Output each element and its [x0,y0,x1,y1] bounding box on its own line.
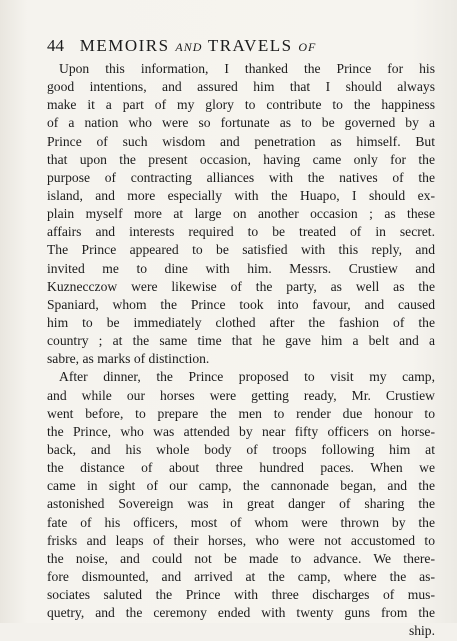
text-line: invited me to dine with him. Messrs. Crustiew and [47,260,435,276]
text-line: Prince of such wisdom and penetration as himself. But [47,133,435,149]
header-title-and: AND [175,40,203,54]
text-line: quetry, and the ceremony ended with twenty guns from the [47,605,435,621]
text-line: of a nation who were so fortunate as to be governed by a [47,115,435,131]
header-title-of: OF [298,40,317,54]
text-line: went before, to prepare the men to render due honour to [47,405,435,421]
text-line: sociates saluted the Prince with three discharges of mus- [47,587,435,603]
text-line: fore dismounted, and arrived at the camp, where the as- [47,568,435,584]
body-text [47,60,435,641]
text-line: country ; at the same time that he gave him a belt and a [47,333,435,349]
text-line: Spaniard, whom the Prince took into favour, and caused [47,296,435,312]
text-line: frisks and leaps of their horses, who were not accustomed to [47,532,435,548]
text-line: Upon this information, I thanked the Prince for his [59,61,435,76]
text-line: affairs and interests required to be treated of in secret. [47,224,435,240]
text-line: plain myself more at large on another occasion ; as these [47,206,435,222]
text-line: and while our horses were getting ready, Mr. Crustiew [47,387,435,403]
text-line: make it a part of my glory to contribute to the happiness [47,97,435,113]
header-title-memoirs: MEMOIRS [79,36,170,55]
page-number: 44 [47,36,64,55]
text-line: back, and his whole body of troops following him at [47,441,435,457]
text-line: him to be immediately clothed after the fashion of the [47,314,435,330]
text-line: good intentions, and assured him that I should always [47,79,435,95]
text-line: the Prince, who was attended by near fifty officers on horse- [47,423,435,439]
text-line: came in sight of our camp, the cannonade began, and the [47,478,435,494]
text-line: fate of his officers, most of whom were thrown by the [47,514,435,530]
text-line: Kuznecczow were likewise of the party, as well as the [47,278,435,294]
text-line: the distance of about three hundred paces. When we [47,460,435,476]
text-line: the noise, and could not be made to advance. We there- [47,550,435,566]
text-line: After dinner, the Prince proposed to visit my camp, [59,369,435,385]
text-line: ship. [408,623,435,639]
text-line: The Prince appeared to be satisfied with this reply, and [47,242,435,258]
text-line: purpose of contracting alliances with the natives of the [47,169,435,185]
text-line: that upon the present occasion, having came only for the [47,151,435,167]
text-line: sabre, as marks of distinction. [47,351,210,367]
running-header [47,36,387,58]
text-line: astonished Sovereign was in great danger of sharing the [47,496,435,512]
header-title-travels: TRAVELS [207,36,293,55]
text-line: island, and more especially with the Huapo, I should ex- [47,187,435,203]
